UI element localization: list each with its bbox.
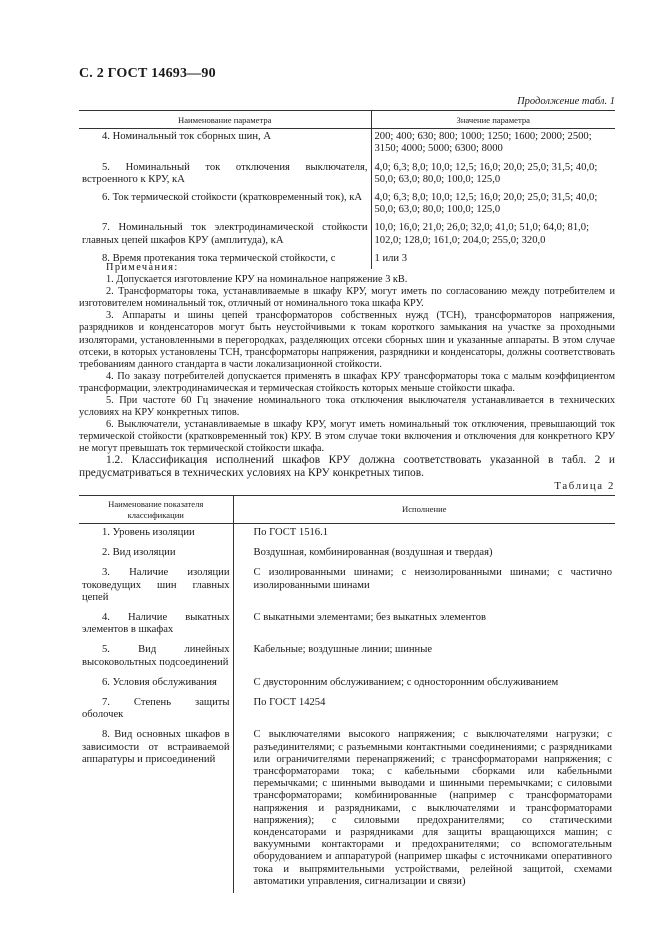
classification-value: Кабельные; воздушные линии; шинные [253,644,433,656]
table-row [79,564,615,609]
column-header-execution: Исполнение [233,496,615,524]
parameters-table [79,110,615,269]
notes-title: Примечания: [106,262,179,273]
classification-name: 1. Уровень изоляции [79,524,233,545]
table-row [79,524,615,545]
note-item: 1. Допускается изготовление КРУ на номинальное напряжение 3 кВ. [106,274,408,286]
classification-value: Воздушная, комбинированная (воздушная и твердая) [253,547,493,559]
classification-value: С выключателями высокого напряжения; с выключателями нагрузки; с разъединителями; с разъемными контактными соединениями; с разрядниками или ограничителями перенапряжений; с трансформаторами напряжения; с трансформаторами тока; с кабельными сборками или кабельными перемычками; с шинными выводами и шинными перемычками; с силовыми трансформаторами; комбинированные (например с трансформаторами напряжения и разрядниками, с выключателями и трансформаторами напряжения); с силовыми предохранителями; со статическими конденсаторами и разрядниками для защиты вращающихся машин; с вакуумными контакторами и предохранителями; со вспомогательным оборудованием и аппаратурой (например шкафы с источниками оперативного тока и выпрямительными устройствами, релейной защитой, схемами автоматики управления, сигнализации и связи) [253,729,612,887]
parameter-value: 10,0; 16,0; 21,0; 26,0; 32,0; 41,0; 51,0; 64,0; 81,0; 102,0; 128,0; 161,0; 204,0; 255,0; 320,0 [374,222,590,246]
classification-value: С выкатными элементами; без выкатных элементов [253,612,487,624]
parameter-name: 5. Номинальный ток отключения выключателя, встроенного к КРУ, кА [79,160,371,190]
table-2-label: Таблица 2 [554,480,615,492]
table-row [79,641,615,673]
classification-paragraph: 1.2. Классификация исполнений шкафов КРУ должна соответствовать указанной в табл. 2 и предусматриваться в технических условиях на КРУ конкретных типов. [79,454,615,479]
classification-name: 7. Степень защиты оболочек [79,694,233,726]
page-header: С. 2 ГОСТ 14693—90 [79,66,216,81]
table-row [79,190,615,220]
parameter-name: 6. Ток термической стойкости (кратковременный ток), кА [79,190,371,220]
classification-value: По ГОСТ 1516.1 [253,527,329,538]
classification-name: 8. Вид основных шкафов в зависимости от встраиваемой аппаратуры и присоединений [79,726,233,893]
column-header-value: Значение параметра [371,111,615,129]
notes-section [79,262,615,456]
note-item: 2. Трансформаторы тока, устанавливаемые в шкафу КРУ, могут иметь по согласованию между потребителем и изготовителем номинальный ток, отличный от номинального тока шкафа КРУ. [79,286,615,310]
parameter-name: 4. Номинальный ток сборных шин, А [79,129,371,160]
column-header-classification: Наименование показателя классификации [79,496,233,524]
table-row [79,674,615,694]
parameter-name: 8. Время протекания тока термической стойкости, с [79,251,371,269]
table-row [79,220,615,250]
classification-value: С изолированными шинами; с неизолированными шинами; с частично изолированными шинами [253,567,612,591]
table-row [79,544,615,564]
table-row [79,694,615,726]
parameter-name: 7. Номинальный ток электродинамической стойкости главных цепей шкафов КРУ (амплитуда), кА [79,220,371,250]
note-item: 4. По заказу потребителей допускается применять в шкафах КРУ трансформаторы тока с малым коэффициентом трансформации, электродинамическая и термическая стойкость которых меньше стойкости шкафа. [79,370,615,394]
classification-name: 4. Наличие выкатных элементов в шкафах [79,609,233,641]
classification-value: По ГОСТ 14254 [253,697,326,709]
classification-name: 3. Наличие изоляции токоведущих шин главных цепей [79,564,233,609]
column-header-parameter: Наименование параметра [79,111,371,129]
classification-name: 5. Вид линейных высоковольтных подсоединений [79,641,233,673]
table-header-row [79,111,615,129]
note-item: 5. При частоте 60 Гц значение номинального тока отключения выключателя устанавливается в технических условиях на КРУ конкретных типов. [79,395,615,419]
parameter-value: 1 или 3 [374,252,408,264]
table-row [79,609,615,641]
table-row [79,160,615,190]
note-item: 3. Аппараты и шины цепей трансформаторов собственных нужд (ТСН), трансформаторов напряжения, разрядников и конденсаторов могут быть неустойчивыми к токам короткого замыкания на участке за проходными изоляторами, установленными в перегородках, разделяющих отсеки сборных шин и указанные аппараты. В этом случае отсеки, в которых установлены ТСН, трансформаторы напряжения, разрядники и конденсаторы, должны соответствовать требованиям данного стандарта в части локализационной стойкости. [79,310,615,370]
parameter-value: 4,0; 6,3; 8,0; 10,0; 12,5; 16,0; 20,0; 25,0; 31,5; 40,0; 50,0; 63,0; 80,0; 100,0; 125,0 [374,161,598,185]
classification-table [79,495,615,893]
parameter-value: 4,0; 6,3; 8,0; 10,0; 12,5; 16,0; 20,0; 25,0; 31,5; 40,0; 50,0; 63,0; 80,0; 100,0; 125,0 [374,192,598,216]
parameter-value: 200; 400; 630; 800; 1000; 1250; 1600; 2000; 2500; 3150; 4000; 5000; 6300; 8000 [374,131,592,155]
classification-value: С двусторонним обслуживанием; с односторонним обслуживанием [253,676,559,688]
table-row [79,726,615,893]
table-row [79,129,615,160]
classification-name: 6. Условия обслуживания [79,674,233,694]
note-item: 6. Выключатели, устанавливаемые в шкафу КРУ, могут иметь номинальный ток отключения, превышающий ток термической стойкости (кратковременный ток) КРУ. В этом случае токи включения и отключения для конкретного КРУ не могут превышать ток термической стойкости шкафа. [79,419,615,455]
table-continuation-label: Продолжение табл. 1 [517,96,615,107]
table-header-row [79,496,615,524]
classification-name: 2. Вид изоляции [79,544,233,564]
